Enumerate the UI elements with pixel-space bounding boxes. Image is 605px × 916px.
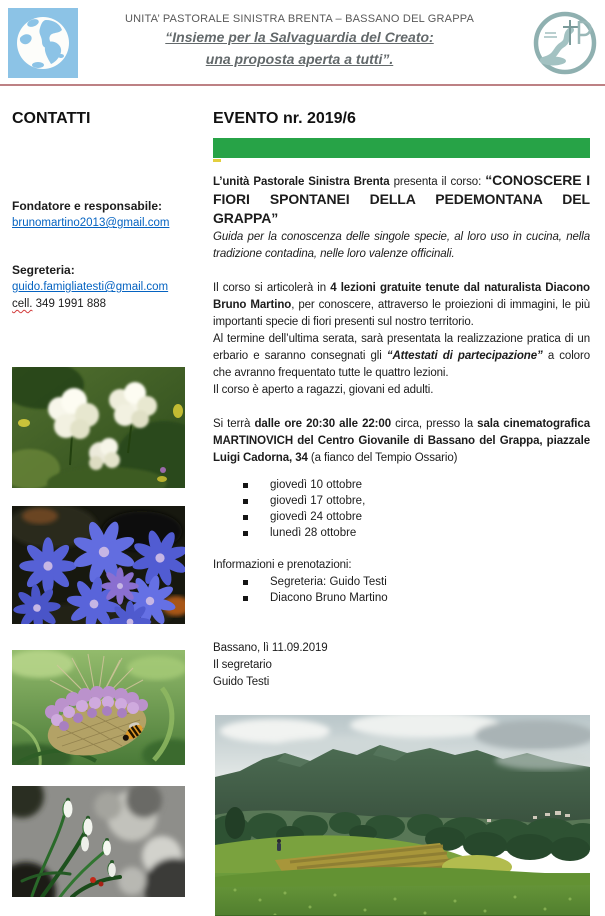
phone-prefix: cell. [12, 298, 33, 310]
header-titles [92, 13, 507, 69]
square-bullet-icon [243, 483, 248, 488]
info-contacts-list [213, 574, 590, 606]
contact-label-item: Diacono Bruno Martino [270, 592, 388, 604]
secretary-label: Segreteria: [12, 263, 75, 277]
sidebar-photo-hepatica [12, 506, 185, 624]
info-label: Informazioni e prenotazioni: [213, 559, 352, 571]
course-paragraph-2: Al termine dell’ultima serata, sarà presentata la realizzazione pratica di un erbario e saranno consegnati gli “Attestati di partecipazione” a coloro che avranno frequentato tutte le quattro lezioni. [213, 333, 590, 379]
dates-list [213, 477, 590, 541]
venue-paragraph: Si terrà dalle ore 20:30 alle 22:00 circa, presso la sala cinematografica MARTINOVICH del Centro Giovanile di Bassano del Grappa, piazzale Luigi Cadorna, 34 (a fianco del Tempio Ossario) [213, 418, 590, 464]
sidebar-photo-wildflowers [12, 367, 185, 488]
phone-line [12, 296, 185, 313]
secretary-email-link[interactable]: guido.famigliatesti@gmail.com [12, 281, 169, 293]
walking-person [277, 839, 281, 851]
founder-email-link[interactable]: brunomartino2013@gmail.com [12, 217, 170, 229]
list-item [213, 590, 590, 606]
date-label: lunedì 28 ottobre [270, 527, 357, 539]
landscape-photo [215, 715, 590, 916]
intro-paragraph: L’unità Pastorale Sinistra Brenta presenta il corso: “CONOSCERE I FIORI SPONTANEI DELLA PEDEMONTANA DEL GRAPPA” [213, 172, 590, 226]
course-paragraph-1: Il corso si articolerà in 4 lezioni gratuite tenute dal naturalista Diacono Bruno Martino, per conoscere, attraverso le proiezioni di immagini, le più importanti specie di fiori presenti sul nostro territorio. [213, 282, 590, 328]
list-item [213, 525, 590, 541]
motto-line-1: “Insieme per la Salvaguardia del Creato: [165, 29, 434, 45]
list-item [213, 509, 590, 525]
list-item [213, 493, 590, 509]
sidebar-photo-teasel [12, 650, 185, 765]
event-main [213, 86, 590, 916]
square-bullet-icon [243, 580, 248, 585]
list-item [213, 574, 590, 590]
sidebar-photo-snowdrops [12, 786, 185, 897]
yellow-mark [213, 159, 221, 162]
contacts-title: CONTATTI [12, 110, 91, 127]
org-title: UNITA’ PASTORALE SINISTRA BRENTA – BASSANO DEL GRAPPA [124, 13, 475, 25]
pastoral-unit-logo-icon [531, 9, 599, 77]
event-accent-bar [213, 138, 590, 158]
secretary-contact [12, 262, 185, 313]
date-label: giovedì 17 ottobre, [270, 495, 366, 507]
phone-number: 349 1991 888 [35, 298, 107, 310]
globe-icon [8, 8, 78, 78]
page-header [0, 0, 605, 84]
contact-label-item: Segreteria: Guido Testi [270, 576, 387, 588]
closing-block [213, 640, 590, 691]
square-bullet-icon [243, 596, 248, 601]
date-label: giovedì 10 ottobre [270, 479, 363, 491]
subtitle-paragraph: Guida per la conoscenza delle singole specie, al loro uso in cucina, nella tradizione contadina, nelle loro valenze officinali. [213, 231, 590, 260]
closing-role: Il segretario [213, 659, 272, 671]
contacts-sidebar [0, 86, 213, 897]
motto-line-2: una proposta aperta a tutti”. [205, 51, 394, 67]
founder-contact [12, 198, 185, 232]
closing-place-date: Bassano, lì 11.09.2019 [213, 642, 328, 654]
closing-name: Guido Testi [213, 676, 270, 688]
content-columns [0, 86, 605, 916]
square-bullet-icon [243, 515, 248, 520]
date-label: giovedì 24 ottobre [270, 511, 363, 523]
square-bullet-icon [243, 499, 248, 504]
founder-label: Fondatore e responsabile: [12, 199, 163, 213]
list-item [213, 477, 590, 493]
event-title: EVENTO nr. 2019/6 [213, 110, 356, 127]
square-bullet-icon [243, 531, 248, 536]
course-paragraph-3: Il corso è aperto a ragazzi, giovani ed adulti. [213, 384, 434, 396]
